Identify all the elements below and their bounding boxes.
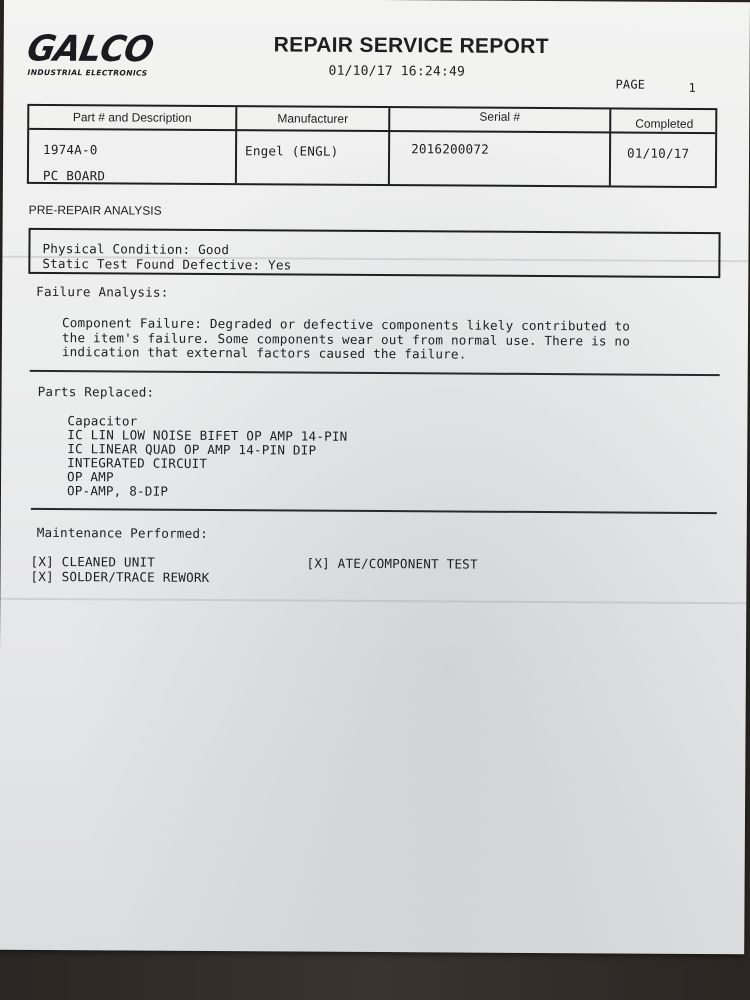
maintenance-item-cleaned: [X] CLEANED UNIT bbox=[30, 553, 156, 570]
list-item: IC LIN LOW NOISE BIFET OP AMP 14-PIN bbox=[67, 427, 348, 444]
column-header-part: Part # and Description bbox=[72, 110, 192, 125]
page-number: 1 bbox=[688, 80, 696, 95]
failure-analysis-line: indication that external factors caused the failure. bbox=[61, 344, 467, 362]
list-item: OP AMP bbox=[67, 469, 114, 485]
column-header-manufacturer: Manufacturer bbox=[277, 111, 349, 126]
list-item: IC LINEAR QUAD OP AMP 14-PIN DIP bbox=[67, 441, 317, 458]
serial-value: 2016200072 bbox=[411, 141, 489, 157]
paper-fold-line bbox=[0, 598, 746, 605]
section-divider bbox=[30, 370, 720, 376]
failure-analysis-heading: Failure Analysis: bbox=[36, 283, 169, 300]
completed-date: 01/10/17 bbox=[627, 145, 690, 161]
pre-repair-heading: PRE-REPAIR ANALYSIS bbox=[28, 202, 162, 218]
page-label: PAGE bbox=[615, 77, 646, 92]
report-title: REPAIR SERVICE REPORT bbox=[273, 33, 549, 59]
parts-replaced-heading: Parts Replaced: bbox=[37, 383, 155, 400]
section-divider bbox=[31, 508, 717, 514]
failure-analysis-line: the item's failure. Some components wear out from normal use. There is no bbox=[61, 330, 631, 349]
list-item: INTEGRATED CIRCUIT bbox=[67, 455, 208, 471]
failure-analysis-line: Component Failure: Degraded or defective components likely contributed to bbox=[61, 315, 631, 334]
report-datetime: 01/10/17 16:24:49 bbox=[328, 63, 466, 80]
part-number: 1974A-0 bbox=[43, 141, 98, 158]
maintenance-item-ate: [X] ATE/COMPONENT TEST bbox=[306, 555, 478, 572]
part-description: PC BOARD bbox=[42, 167, 106, 184]
item-table bbox=[27, 104, 717, 188]
physical-condition: Physical Condition: Good bbox=[42, 240, 230, 258]
logo-wordmark: GALCO bbox=[23, 27, 157, 71]
column-header-completed: Completed bbox=[635, 116, 694, 131]
list-item: Capacitor bbox=[67, 413, 138, 429]
static-test-result: Static Test Found Defective: Yes bbox=[42, 255, 292, 273]
galco-logo bbox=[23, 27, 166, 78]
maintenance-item-solder: [X] SOLDER/TRACE REWORK bbox=[30, 568, 210, 585]
logo-subtitle: INDUSTRIAL ELECTRONICS bbox=[27, 67, 148, 78]
pre-repair-box bbox=[28, 228, 720, 278]
column-header-serial: Serial # bbox=[479, 109, 521, 124]
maintenance-heading: Maintenance Performed: bbox=[36, 524, 209, 541]
parts-replaced-list bbox=[67, 414, 348, 500]
list-item: OP-AMP, 8-DIP bbox=[66, 483, 169, 499]
manufacturer-value: Engel (ENGL) bbox=[245, 143, 339, 159]
